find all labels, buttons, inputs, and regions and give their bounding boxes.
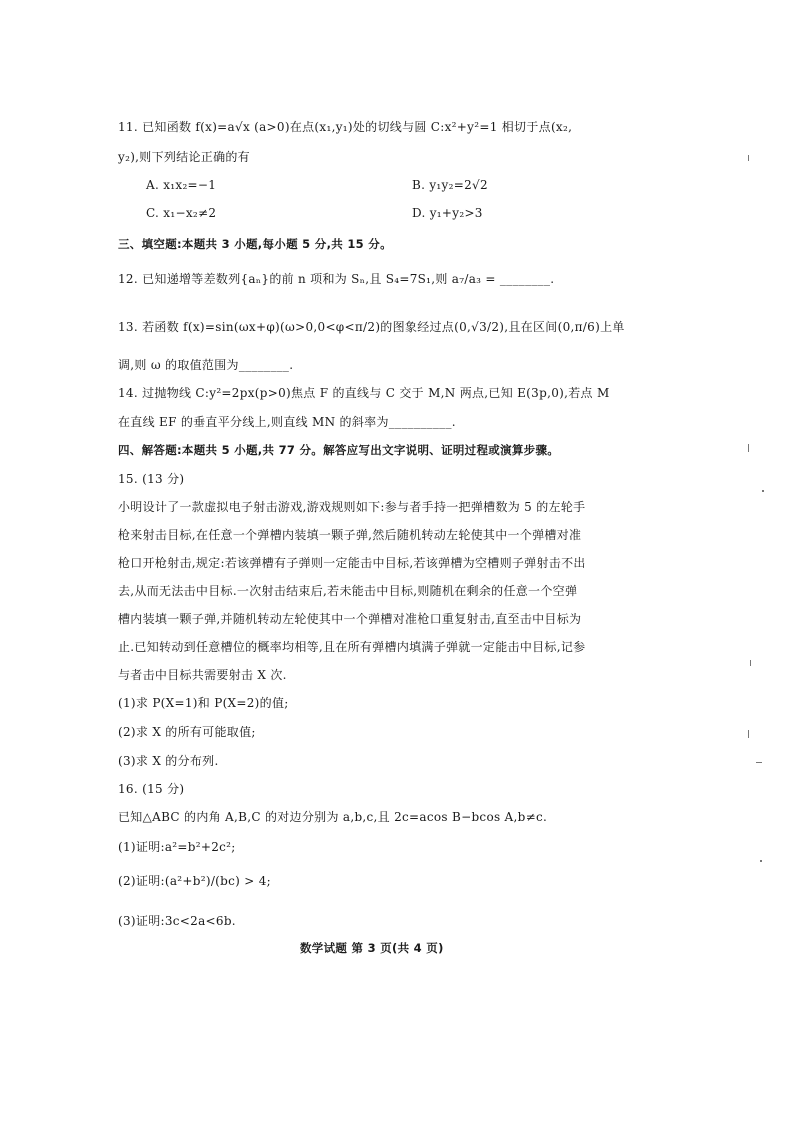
q11-option-b: B. y₁y₂=2√2	[412, 178, 488, 192]
q15-body-line4: 去,从而无法击中目标.一次射击结束后,若未能击中目标,则随机在剩余的任意一个空弹	[118, 584, 578, 598]
scan-speck	[760, 860, 762, 862]
q11-option-d: D. y₁+y₂>3	[412, 206, 483, 220]
q11-option-c: C. x₁−x₂≠2	[146, 206, 217, 220]
q15-body-line7: 与者击中目标共需要射击 X 次.	[118, 668, 287, 682]
q16-header: 16. (15 分)	[118, 782, 185, 796]
page-footer: 数学试题 第 3 页(共 4 页)	[300, 941, 444, 955]
scan-speck	[748, 155, 749, 161]
q15-body-line3: 枪口开枪射击,规定:若该弹槽有子弹则一定能击中目标,若该弹槽为空槽则子弹射击不出	[118, 556, 586, 570]
scan-speck	[756, 762, 762, 763]
q15-part2: (2)求 X 的所有可能取值;	[118, 725, 256, 739]
q11-stem-line1: 11. 已知函数 f(x)=a√x (a>0)在点(x₁,y₁)处的切线与圆 C:x²+y²=1 相切于点(x₂,	[118, 120, 573, 134]
q15-body-line1: 小明设计了一款虚拟电子射击游戏,游戏规则如下:参与者手持一把弹槽数为 5 的左轮手	[118, 500, 586, 514]
q15-body-line5: 槽内装填一颗子弹,并随机转动左轮使其中一个弹槽对准枪口重复射击,直至击中目标为	[118, 612, 582, 626]
q15-header: 15. (13 分)	[118, 472, 185, 486]
q16-part1: (1)证明:a²=b²+2c²;	[118, 840, 236, 854]
q13-stem-line1: 13. 若函数 f(x)=sin(ωx+φ)(ω>0,0<φ<π/2)的图象经过点(0,√3/2),且在区间(0,π/6)上单	[118, 320, 625, 334]
q12-stem: 12. 已知递增等差数列{aₙ}的前 n 项和为 Sₙ,且 S₄=7S₁,则 a₇/a₃ = ________.	[118, 272, 555, 286]
q16-part2: (2)证明:(a²+b²)/(bc) > 4;	[118, 874, 271, 888]
q16-part3: (3)证明:3c<2a<6b.	[118, 914, 236, 928]
q15-body-line6: 止.已知转动到任意槽位的概率均相等,且在所有弹槽内填满子弹就一定能击中目标,记参	[118, 640, 586, 654]
q15-part1: (1)求 P(X=1)和 P(X=2)的值;	[118, 696, 289, 710]
section-fill-in-heading: 三、填空题:本题共 3 小题,每小题 5 分,共 15 分。	[118, 237, 392, 251]
q11-stem-line2: y₂),则下列结论正确的有	[118, 150, 250, 164]
section-answer-heading: 四、解答题:本题共 5 小题,共 77 分。解答应写出文字说明、证明过程或演算步骤。	[118, 443, 560, 457]
q15-part3: (3)求 X 的分布列.	[118, 754, 219, 768]
scan-speck	[748, 730, 749, 738]
q13-stem-line2: 调,则 ω 的取值范围为________.	[118, 358, 294, 372]
q11-option-a: A. x₁x₂=−1	[146, 178, 217, 192]
q15-body-line2: 枪来射击目标,在任意一个弹槽内装填一颗子弹,然后随机转动左轮使其中一个弹槽对准	[118, 528, 582, 542]
scan-speck	[748, 444, 749, 452]
q16-body: 已知△ABC 的内角 A,B,C 的对边分别为 a,b,c,且 2c=acos B−bcos A,b≠c.	[118, 810, 548, 824]
scan-speck	[750, 660, 751, 666]
scan-speck	[762, 490, 764, 492]
q14-stem-line2: 在直线 EF 的垂直平分线上,则直线 MN 的斜率为__________.	[118, 415, 456, 429]
q14-stem-line1: 14. 过抛物线 C:y²=2px(p>0)焦点 F 的直线与 C 交于 M,N 两点,已知 E(3p,0),若点 M	[118, 386, 610, 400]
